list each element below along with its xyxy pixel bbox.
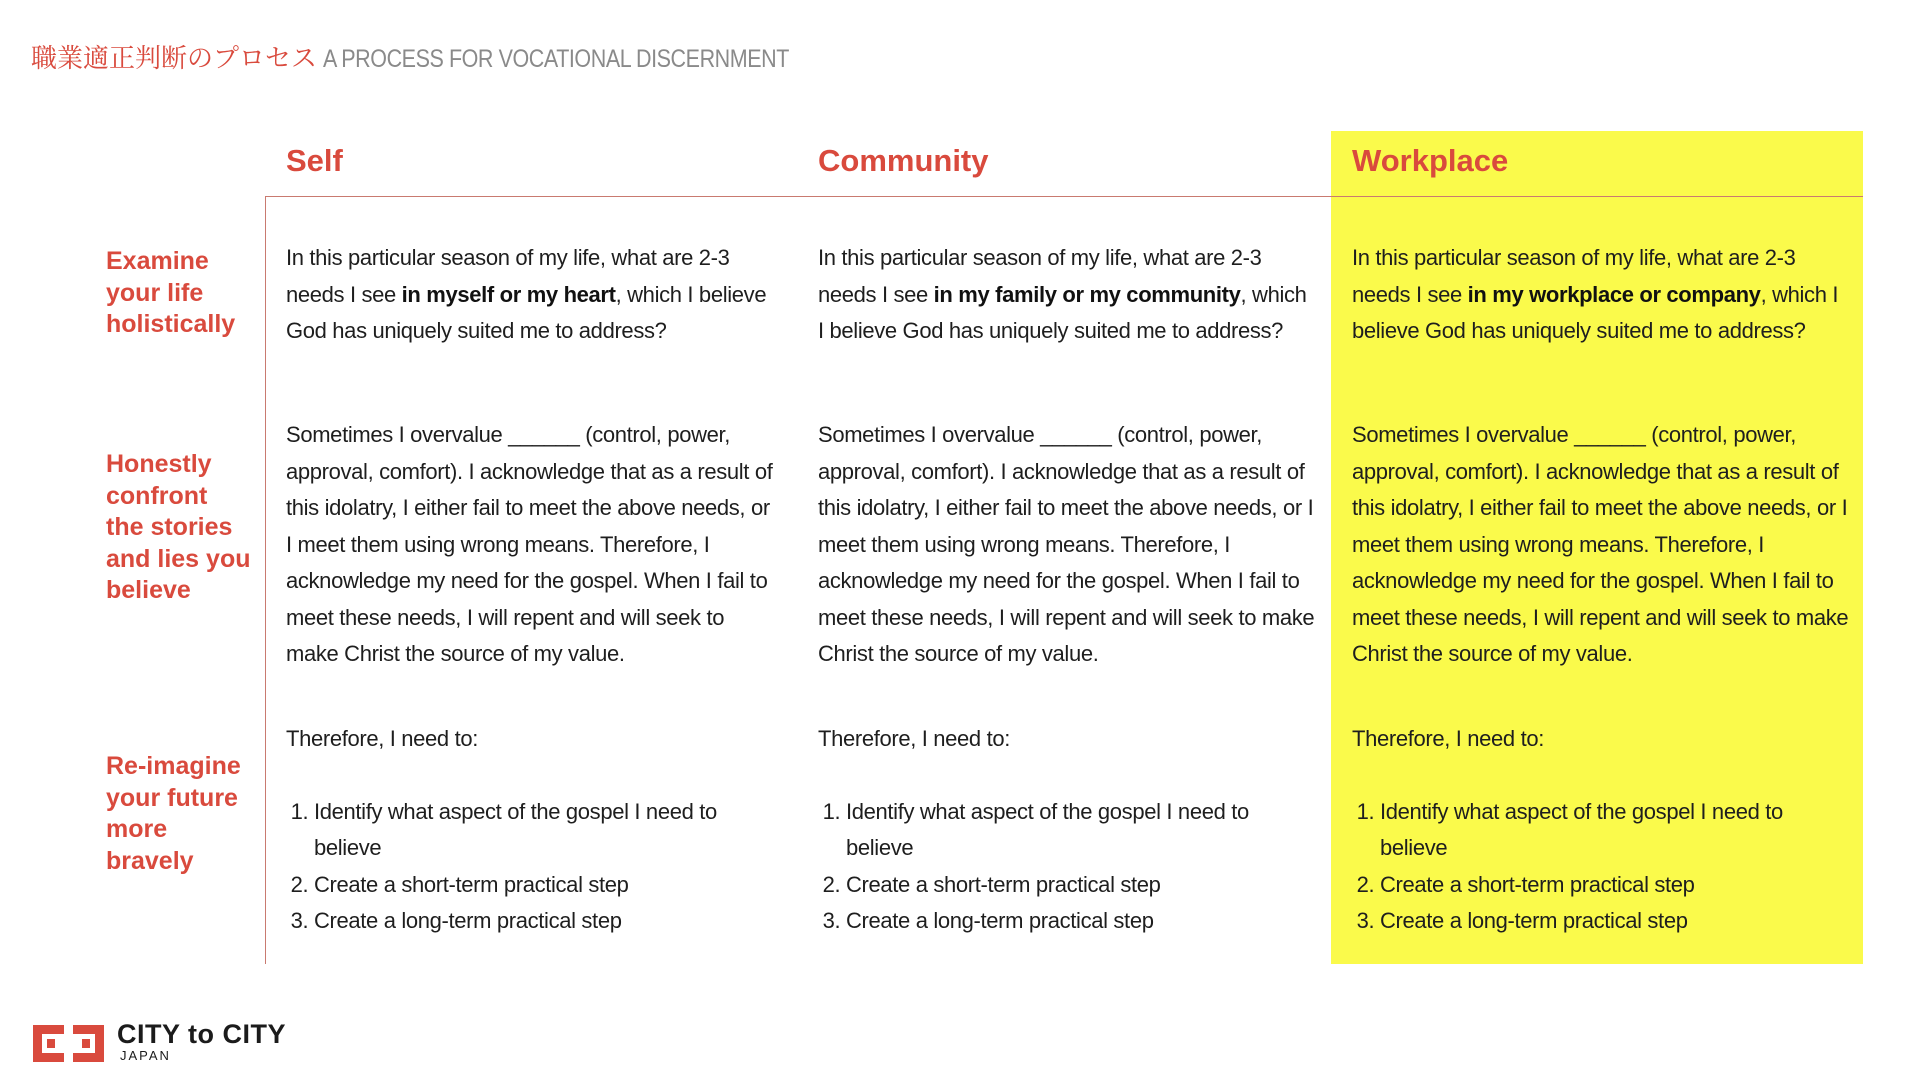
row-label-confront: Honestly confront the stories and lies you believe [106,450,251,604]
emphasis-community: in my family or my community [933,281,1241,307]
reimagine-steps [818,794,1288,940]
cell-confront-community: Sometimes I overvalue ______ (control, power, approval, comfort). I acknowledge that as a result of this idolatry, I either fail to meet the above needs, or I meet them using wrong means. Therefore, I acknowledge my need for the gospel. When I fail to meet these needs, I will repent and will seek to make Christ the source of my value. [818,422,1315,666]
cell-reimagine-self [286,721,776,940]
cell-examine-self: In this particular season of my life, what are 2-3 needs I see in myself or my heart, which I believe God has uniquely suited me to address? [286,245,767,343]
label-divider [265,196,266,964]
reimagine-steps [1352,794,1822,940]
step-item: 1. Identify what aspect of the gospel I need to believe [314,794,776,867]
brand-subtitle: JAPAN [120,1048,171,1063]
city-to-city-logo-icon [31,1022,106,1065]
row-label-examine: Examine your life holistically [106,247,236,338]
step-item: 2. Create a short-term practical step [846,867,1288,904]
reimagine-intro: Therefore, I need to: [1352,726,1544,751]
reimagine-intro: Therefore, I need to: [286,726,478,751]
step-item: 3. Create a long-term practical step [846,903,1288,940]
emphasis-workplace: in my workplace or company [1467,281,1761,307]
column-heading-community: Community [818,143,989,178]
column-heading-self: Self [286,143,343,178]
brand-wordmark [117,1020,286,1063]
step-item: 1. Identify what aspect of the gospel I need to believe [1380,794,1822,867]
row-label-reimagine: Re-imagine your future more bravely [106,752,241,875]
cell-examine-community: In this particular season of my life, what are 2-3 needs I see in my family or my community, which I believe God has uniquely suited me to address? [818,245,1307,343]
cell-confront-workplace: Sometimes I overvalue ______ (control, power, approval, comfort). I acknowledge that as a result of this idolatry, I either fail to meet the above needs, or I meet them using wrong means. Therefore, I acknowledge my need for the gospel. When I fail to meet these needs, I will repent and will seek to make Christ the source of my value. [1352,422,1849,666]
emphasis-self: in myself or my heart [401,281,616,307]
brand-name: CITY to CITY [117,1019,287,1049]
cell-reimagine-community [818,721,1288,940]
column-heading-workplace: Workplace [1352,143,1509,178]
step-item: 3. Create a long-term practical step [314,903,776,940]
cell-confront-self: Sometimes I overvalue ______ (control, power, approval, comfort). I acknowledge that as a result of this idolatry, I either fail to meet the above needs, or I meet them using wrong means. Therefore, I acknowledge my need for the gospel. When I fail to meet these needs, I will repent and will seek to make Christ the source of my value. [286,422,773,666]
title-japanese: 職業適正判断のプロセス [31,44,318,74]
cell-reimagine-workplace [1352,721,1822,940]
header-divider [265,196,1863,197]
reimagine-steps [286,794,776,940]
reimagine-intro: Therefore, I need to: [818,726,1010,751]
title-english: A PROCESS FOR VOCATIONAL DISCERNMENT [323,45,789,73]
step-item: 2. Create a short-term practical step [314,867,776,904]
step-item: 2. Create a short-term practical step [1380,867,1822,904]
step-item: 3. Create a long-term practical step [1380,903,1822,940]
slide-title [31,38,865,75]
cell-examine-workplace: In this particular season of my life, what are 2-3 needs I see in my workplace or company, which I believe God has uniquely suited me to address? [1352,245,1839,343]
step-item: 1. Identify what aspect of the gospel I need to believe [846,794,1288,867]
